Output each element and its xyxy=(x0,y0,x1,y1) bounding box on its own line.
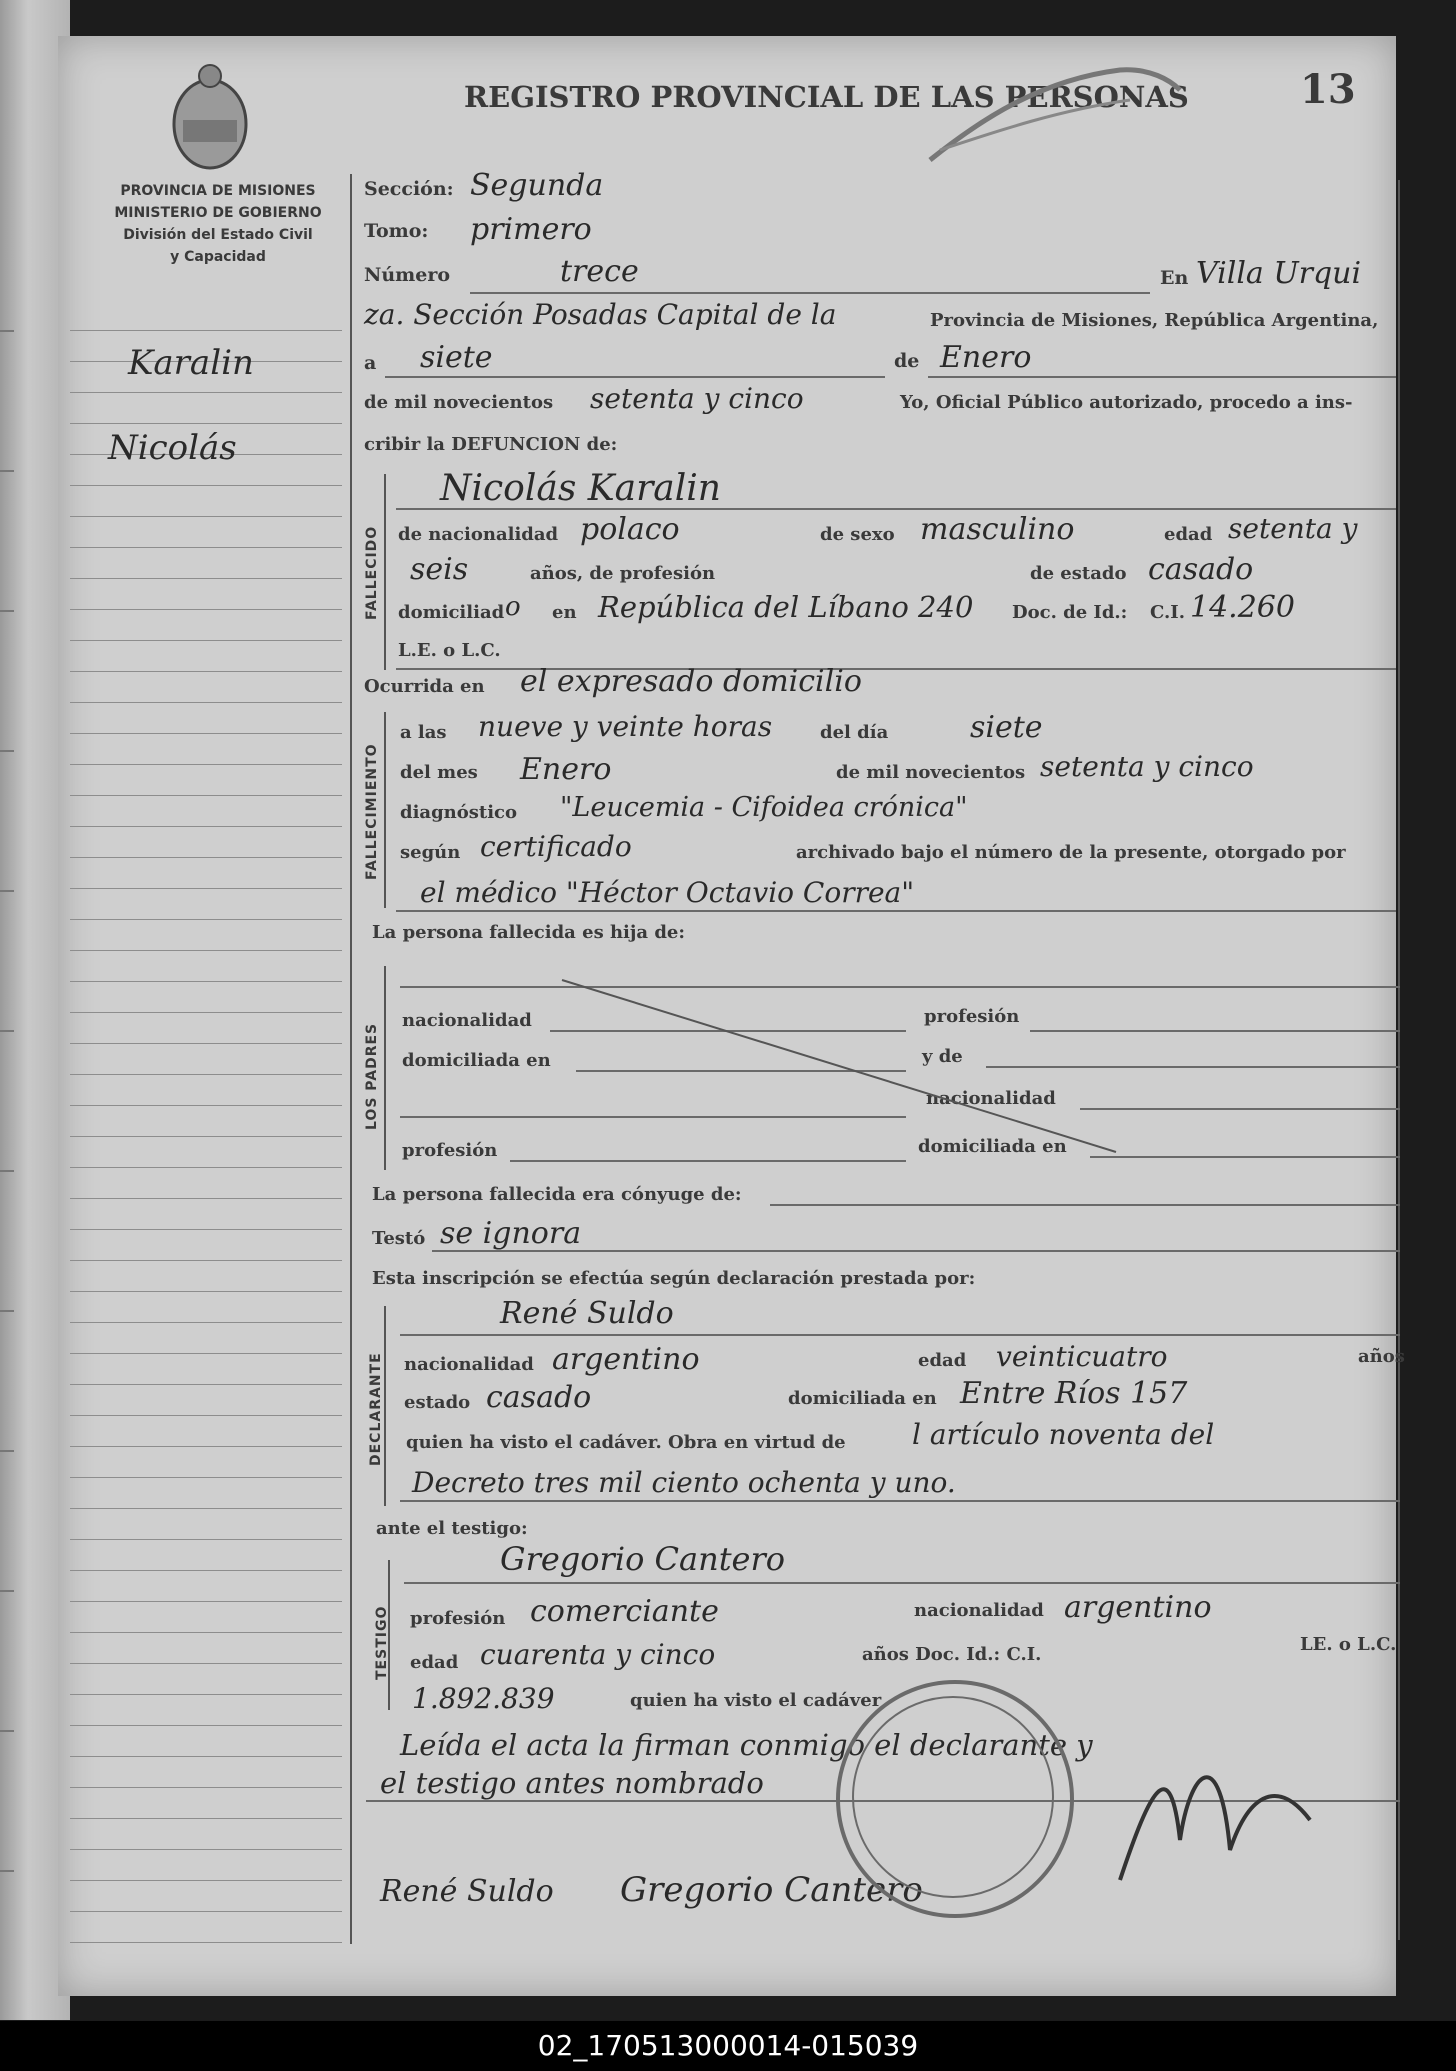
testigo-nacionalidad-value: argentino xyxy=(1064,1590,1212,1625)
margin-rule-line xyxy=(70,609,342,610)
margin-rule-line xyxy=(70,950,342,951)
testigo-doc-value: 1.892.839 xyxy=(412,1682,555,1715)
padres-profesion2-label: profesión xyxy=(402,1140,498,1161)
margin-rule-line xyxy=(70,1818,342,1819)
declarante-edad-label: edad xyxy=(918,1350,967,1371)
padres-cross-out xyxy=(560,976,1120,1156)
doc-value: 14.260 xyxy=(1190,590,1295,625)
margin-name: Nicolás xyxy=(108,428,237,468)
margin-rule-line xyxy=(70,1074,342,1075)
padres-intro: La persona fallecida es hija de: xyxy=(372,922,686,943)
sexo-value: masculino xyxy=(920,512,1075,547)
declarante-visto-hw: l artículo noventa del xyxy=(912,1418,1215,1451)
testigo-nacionalidad-label: nacionalidad xyxy=(914,1600,1044,1621)
de-label: de xyxy=(894,350,920,372)
a-label: a xyxy=(364,352,377,374)
padres-profesion-label: profesión xyxy=(924,1006,1020,1027)
sexo-label: de sexo xyxy=(820,524,895,545)
en-label: En xyxy=(1160,267,1189,289)
margin-rule-line xyxy=(70,795,342,796)
testigo-profesion-value: comerciante xyxy=(530,1594,719,1629)
leido-line-2: el testigo antes nombrado xyxy=(380,1766,764,1800)
testigo-le-label: LE. o L.C. xyxy=(1300,1634,1397,1655)
margin-rule-line xyxy=(70,1012,342,1013)
domicilio-label: domiciliad xyxy=(398,602,505,623)
edad-value: setenta y xyxy=(1228,512,1358,545)
leido-line-1: Leída el acta la firman conmigo el declarante y xyxy=(400,1728,1093,1762)
margin-rule-line xyxy=(70,640,342,641)
margin-rule-line xyxy=(70,702,342,703)
page-title: REGISTRO PROVINCIAL DE LAS PERSONAS xyxy=(464,80,1189,114)
medico-value: el médico "Héctor Octavio Correa" xyxy=(420,876,915,909)
estado-value: casado xyxy=(1148,552,1254,587)
declarante-decreto: Decreto tres mil ciento ochenta y uno. xyxy=(412,1466,956,1499)
margin-rule-line xyxy=(70,733,342,734)
tomo-value: primero xyxy=(470,212,592,247)
hora-value: nueve y veinte horas xyxy=(478,710,773,743)
margin-rule-line xyxy=(70,1415,342,1416)
padres-section-label: LOS PADRES xyxy=(364,1022,380,1130)
margin-rule-line xyxy=(70,1229,342,1230)
margin-rule-line xyxy=(70,1105,342,1106)
margin-rule-line xyxy=(70,1570,342,1571)
margin-rule-line xyxy=(70,1384,342,1385)
declarante-domicilio-label: domiciliada en xyxy=(788,1388,937,1409)
signature-declarante: René Suldo xyxy=(380,1874,554,1909)
margin-rule-line xyxy=(70,1787,342,1788)
fallecido-name: Nicolás Karalin xyxy=(440,468,721,509)
conyuge-label: La persona fallecida era cónyuge de: xyxy=(372,1184,742,1205)
del-mes-label: del mes xyxy=(400,762,478,783)
seccion-label: Sección: xyxy=(364,178,454,200)
fallecimiento-section-label: FALLECIMIENTO xyxy=(364,743,380,880)
margin-rule-line xyxy=(70,1446,342,1447)
anio-fall-label: de mil novecientos xyxy=(836,762,1026,783)
del-dia-label: del día xyxy=(820,722,889,743)
ocurrida-label: Ocurrida en xyxy=(364,676,485,697)
margin-rule-line xyxy=(70,1632,342,1633)
declarante-name: René Suldo xyxy=(500,1296,674,1331)
margin-rule-line xyxy=(70,485,342,486)
office-province: PROVINCIA DE MISIONES xyxy=(120,183,316,199)
margin-rule-line xyxy=(70,1942,342,1943)
official-seal-inner xyxy=(852,1696,1054,1898)
declarante-edad-value: veinticuatro xyxy=(996,1340,1168,1373)
office-ministry: MINISTERIO DE GOBIERNO xyxy=(114,205,322,221)
testigo-edad-label: edad xyxy=(410,1652,459,1673)
top-stamp-scribble xyxy=(920,40,1190,180)
doc-label: Doc. de Id.: xyxy=(1012,602,1128,623)
official-signature-scrawl xyxy=(1110,1730,1330,1890)
testo-label: Testó xyxy=(372,1228,426,1249)
office-division: División del Estado Civil xyxy=(123,227,313,243)
segun-label: según xyxy=(400,842,461,863)
testigo-profesion-label: profesión xyxy=(410,1608,506,1629)
diagnostico-label: diagnóstico xyxy=(400,802,518,823)
anio-label: de mil novecientos xyxy=(364,392,554,413)
seccion-value: Segunda xyxy=(470,168,604,203)
declarante-nacionalidad-value: argentino xyxy=(552,1342,700,1377)
padres-y-de-label: y de xyxy=(922,1046,963,1067)
margin-rule-line xyxy=(70,1260,342,1261)
coat-of-arms-icon xyxy=(165,62,255,174)
declarante-estado-label: estado xyxy=(404,1392,471,1413)
margin-rule-line xyxy=(70,392,342,393)
office-capacity: y Capacidad xyxy=(170,249,266,265)
margin-rule-line xyxy=(70,1756,342,1757)
margin-rule-line xyxy=(70,1539,342,1540)
margin-rule-line xyxy=(70,919,342,920)
testigo-section-label: TESTIGO xyxy=(374,1605,390,1680)
margin-rule-line xyxy=(70,1601,342,1602)
ci-label: C.I. xyxy=(1150,602,1185,623)
margin-rule-line xyxy=(70,1849,342,1850)
domicilio-suffix: o xyxy=(505,592,521,622)
margin-rule-line xyxy=(70,1694,342,1695)
margin-rule-line xyxy=(70,826,342,827)
declarante-visto-text: quien ha visto el cadáver. Obra en virtud de xyxy=(406,1432,846,1453)
margin-rule-line xyxy=(70,981,342,982)
margin-rule-line xyxy=(70,671,342,672)
archivado-text: archivado bajo el número de la presente, otorgado por xyxy=(796,842,1346,863)
margin-rule-line xyxy=(70,1322,342,1323)
numero-value: trece xyxy=(560,254,639,289)
margin-rule-line xyxy=(70,516,342,517)
nacionalidad-label: de nacionalidad xyxy=(398,524,559,545)
diagnostico-value: "Leucemia - Cifoidea crónica" xyxy=(560,792,968,823)
margin-rule-line xyxy=(70,330,342,331)
edad-label: edad xyxy=(1164,524,1213,545)
declarante-nacionalidad-label: nacionalidad xyxy=(404,1354,534,1375)
declarante-anos-label: años xyxy=(1358,1346,1405,1367)
profesion-label: años, de profesión xyxy=(530,563,716,584)
padres-domiciliada2-label: domiciliada en xyxy=(918,1136,1067,1157)
dia-fall-value: siete xyxy=(970,710,1043,745)
margin-rule-line xyxy=(70,888,342,889)
padres-nacionalidad-label: nacionalidad xyxy=(402,1010,532,1031)
testigo-edad-value: cuarenta y cinco xyxy=(480,1638,716,1671)
margin-rule-line xyxy=(70,1167,342,1168)
page-number: 13 xyxy=(1300,66,1356,113)
signature-testigo: Gregorio Cantero xyxy=(620,1870,923,1910)
left-frame-line xyxy=(350,174,352,1944)
anio-value: setenta y cinco xyxy=(590,382,804,415)
margin-rule-line xyxy=(70,764,342,765)
le-label: L.E. o L.C. xyxy=(398,640,501,661)
testo-value: se ignora xyxy=(440,1216,582,1251)
footer-id: 02_170513000014-015039 xyxy=(537,2029,919,2062)
estado-label: de estado xyxy=(1030,563,1127,584)
margin-rule-line xyxy=(70,1198,342,1199)
tomo-label: Tomo: xyxy=(364,220,429,242)
margin-rule-line xyxy=(70,547,342,548)
margin-rule-line xyxy=(70,1508,342,1509)
margin-rule-line xyxy=(70,1911,342,1912)
margin-rule-line xyxy=(70,857,342,858)
anio-fall-value: setenta y cinco xyxy=(1040,750,1254,783)
margin-rule-line xyxy=(70,1725,342,1726)
declarante-domicilio-value: Entre Ríos 157 xyxy=(960,1376,1188,1411)
footer-bar xyxy=(0,2021,1456,2071)
segun-value: certificado xyxy=(480,830,632,863)
margin-rule-line xyxy=(70,1353,342,1354)
provincia-text: Provincia de Misiones, República Argentina, xyxy=(930,310,1379,331)
dia-value: siete xyxy=(420,340,493,375)
nacionalidad-value: polaco xyxy=(580,512,680,547)
margin-rule-line xyxy=(70,1043,342,1044)
margin-rule-line xyxy=(70,1291,342,1292)
edad-continued: seis xyxy=(410,552,469,587)
testigo-ante-label: ante el testigo: xyxy=(376,1518,528,1539)
mes-value: Enero xyxy=(940,340,1032,375)
ocurrida-value: el expresado domicilio xyxy=(520,664,862,699)
declarante-estado-value: casado xyxy=(486,1380,592,1415)
padres-domiciliada-label: domiciliada en xyxy=(402,1050,551,1071)
margin-rule-line xyxy=(70,1477,342,1478)
padres-nacionalidad2-label: nacionalidad xyxy=(926,1088,1056,1109)
fallecido-section-label: FALLECIDO xyxy=(364,525,380,620)
inscripcion-text: Esta inscripción se efectúa según declaración prestada por: xyxy=(372,1268,976,1289)
numero-label: Número xyxy=(364,264,451,286)
testigo-doc-label: años Doc. Id.: C.I. xyxy=(862,1644,1042,1665)
domicilio-value: República del Líbano 240 xyxy=(598,590,974,624)
testigo-visto-text: quien ha visto el cadáver xyxy=(630,1690,882,1711)
domicilio-en-label: en xyxy=(552,602,577,623)
declarante-section-label: DECLARANTE xyxy=(368,1352,384,1466)
testigo-name: Gregorio Cantero xyxy=(500,1540,786,1578)
margin-surname: Karalin xyxy=(128,343,254,383)
margin-rule-line xyxy=(70,1880,342,1881)
a-las-label: a las xyxy=(400,722,447,743)
margin-rule-line xyxy=(70,1663,342,1664)
margin-rule-line xyxy=(70,1136,342,1137)
margin-rule-line xyxy=(70,423,342,424)
margin-rule-line xyxy=(70,578,342,579)
place-continued: za. Sección Posadas Capital de la xyxy=(364,298,837,331)
right-frame-line xyxy=(1398,180,1400,1940)
en-value: Villa Urqui xyxy=(1196,256,1362,291)
inscribir-text: cribir la DEFUNCION de: xyxy=(364,434,618,455)
mes-fall-value: Enero xyxy=(520,752,612,787)
oficial-text: Yo, Oficial Público autorizado, procedo a ins- xyxy=(900,392,1353,413)
office-block xyxy=(78,180,358,268)
